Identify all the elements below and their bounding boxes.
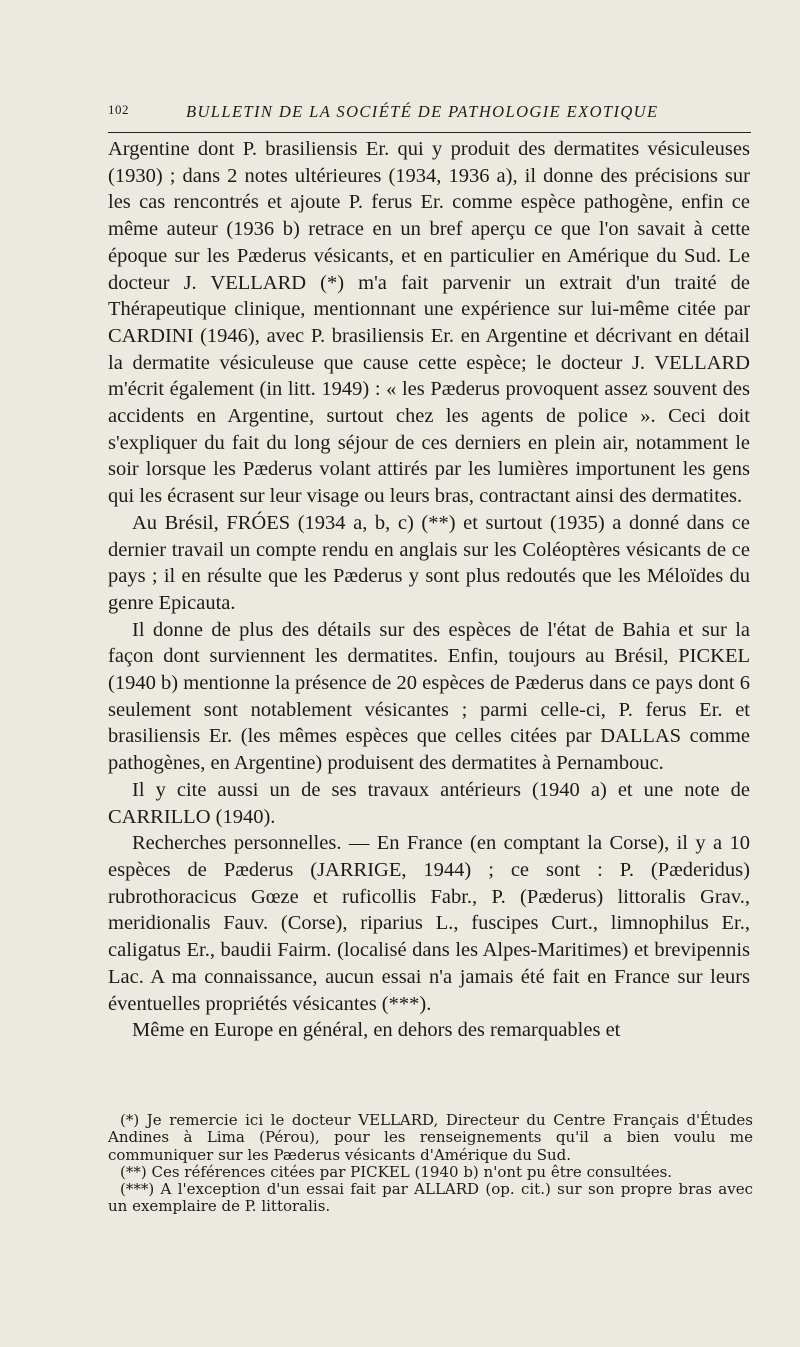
paragraph-bahia: Il donne de plus des détails sur des espèces de l'état de Bahia et sur la façon dont surviennent les dermatites. Enfin, toujours au Brésil, PICKEL (1940 b) mentionne la présence de 20 espèces de Pæderus dans ce pays dont 6 seulement sont notablement vésicantes ; parmi celle-ci, P. ferus Er. et brasiliensis Er. (les mêmes espèces que celles citées par DALLAS comme pathogènes, en Argentine) produisent des dermatites à Pernambouc.	[108, 618, 750, 775]
page-number: 102	[108, 102, 129, 117]
paragraph-carrillo: Il y cite aussi un de ses travaux antérieurs (1940 a) et une note de CARRILLO (1940).	[108, 778, 750, 828]
paragraph-continued: Argentine dont P. brasiliensis Er. qui y produit des dermatites vésiculeuses (1930) ; dans 2 notes ultérieures (1934, 1936 a), il donne des précisions sur les cas rencontrés et ajoute P. ferus Er. comme espèce pathogène, enfin ce même auteur (1936 b) retrace en un bref aperçu ce que l'on savait à cette époque sur les Pæderus vésicants, et en particulier en Amérique du Sud. Le docteur J. VELLARD (*) m'a fait parvenir un extrait d'un traité de Thérapeutique clinique, mentionnant une expérience sur lui-même citée par CARDINI (1946), avec P. brasiliensis Er. en Argentine et décrivant en détail la dermatite vésiculeuse que cause cette espèce; le docteur J. VELLARD m'écrit également (in litt. 1949) : « les Pæderus provoquent assez souvent des accidents en Argentine, surtout chez les agents de police ». Ceci doit s'expliquer du fait du long séjour de ces derniers en plein air, notamment le soir lorsque les Pæderus volant attirés par les lumières importunent les gens qui les écrasent sur leur visage ou leurs bras, contractant ainsi des dermatites.	[108, 138, 750, 508]
running-title: BULLETIN DE LA SOCIÉTÉ DE PATHOLOGIE EXOTIQUE	[186, 102, 659, 121]
footnotes	[108, 1112, 753, 1216]
header-rule	[108, 132, 751, 133]
body-text	[108, 136, 750, 1044]
paragraph-europe: Même en Europe en général, en dehors des remarquables et	[132, 1019, 621, 1042]
paragraph-bresil: Au Brésil, FRÓES (1934 a, b, c) (**) et surtout (1935) a donné dans ce dernier travail un compte rendu en anglais sur les Coléoptères vésicants de ce pays ; il en résulte que les Pæderus y sont plus redoutés que les Méloïdes du genre Epicauta.	[108, 511, 750, 614]
paragraph-recherches: Recherches personnelles. — En France (en comptant la Corse), il y a 10 espèces de Pæderus (JARRIGE, 1944) ; ce sont : P. (Pæderidus) rubrothoracicus Gœze et ruficollis Fabr., P. (Pæderus) littoralis Grav., meridionalis Fauv. (Corse), riparius L., fuscipes Curt., limnophilus Er., caligatus Er., baudii Fairm. (localisé dans les Alpes-Maritimes) et brevipennis Lac. A ma connaissance, aucun essai n'a jamais été fait en France sur leurs éventuelles propriétés vésicantes (***).	[108, 832, 750, 1015]
footnote-3: (***) A l'exception d'un essai fait par ALLARD (op. cit.) sur son propre bras avec un exemplaire de P. littoralis.	[108, 1180, 753, 1216]
footnote-1: (*) Je remercie ici le docteur VELLARD, Directeur du Centre Français d'Études Andines à Lima (Pérou), pour les renseignements qu'il a bien voulu me communiquer sur les Pæderus vésicants d'Amérique du Sud.	[108, 1111, 753, 1164]
page-header	[108, 100, 750, 126]
footnote-2: (**) Ces références citées par PICKEL (1940 b) n'ont pu être consultées.	[120, 1162, 673, 1181]
